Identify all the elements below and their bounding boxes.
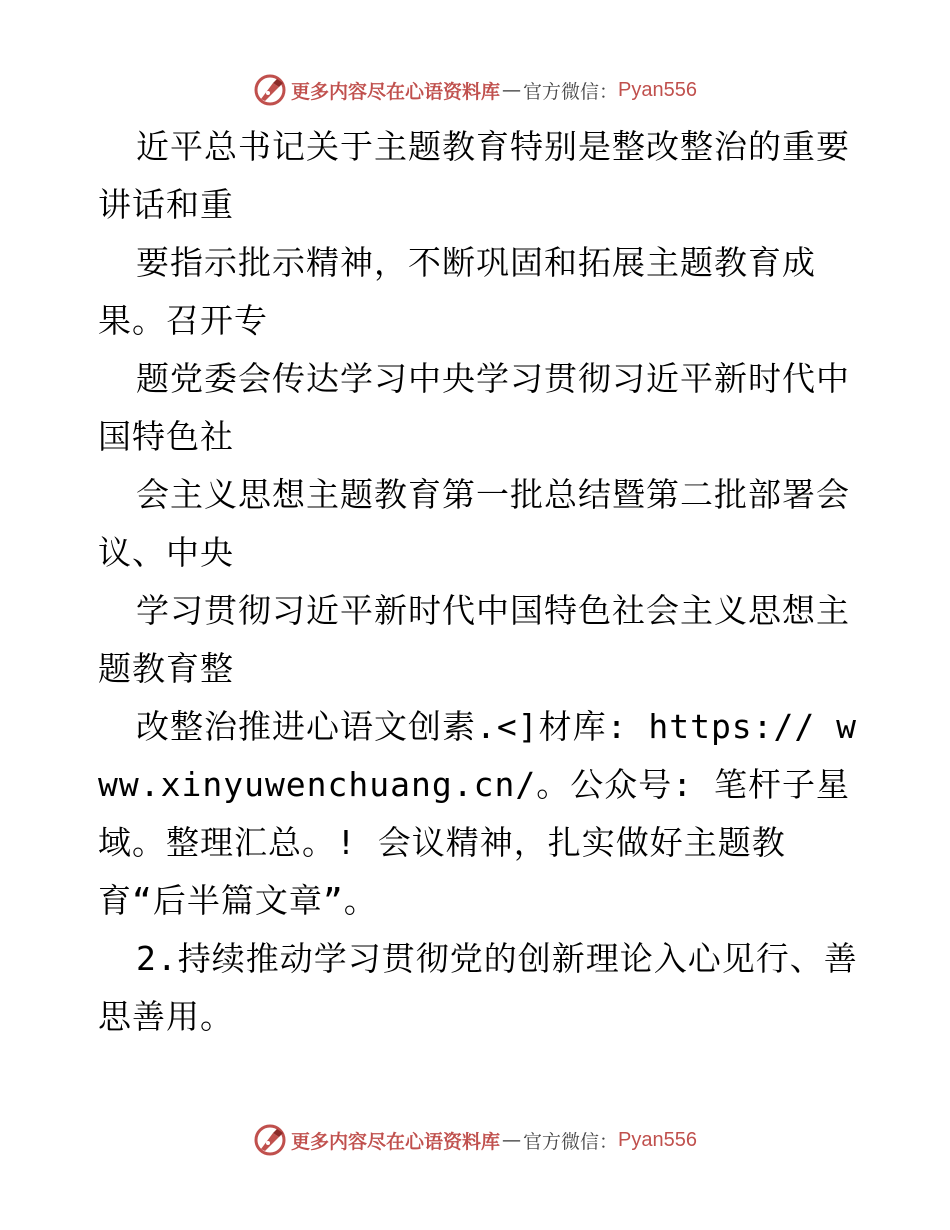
header-banner bbox=[0, 70, 950, 110]
paragraph: 改整治推进心语文创素.<]材库: https:// www.xinyuwenchuang.cn/。公众号: 笔杆子星域。整理汇总。! 会议精神，扎实做好主题教育“后半篇文章”。 bbox=[98, 707, 858, 920]
paragraph: 2.持续推动学习贯彻党的创新理论入心见行、善思善用。 bbox=[98, 939, 858, 1036]
banner-label: 官方微信： bbox=[523, 80, 619, 103]
document-body bbox=[98, 118, 858, 1046]
banner-account: Pyan556 bbox=[618, 1128, 697, 1151]
banner-dash: — bbox=[502, 1129, 522, 1151]
banner-dash: — bbox=[502, 79, 522, 101]
footer-banner bbox=[0, 1120, 950, 1160]
paragraph: 近平总书记关于主题教育特别是整改整治的重要讲话和重 bbox=[98, 127, 850, 224]
banner-label: 官方微信： bbox=[523, 1130, 619, 1153]
pen-nib-logo-icon bbox=[253, 73, 287, 107]
paragraph: 会主义思想主题教育第一批总结暨第二批部署会议、中央 bbox=[98, 475, 850, 572]
paragraph: 题党委会传达学习中央学习贯彻习近平新时代中国特色社 bbox=[98, 359, 850, 456]
paragraph: 学习贯彻习近平新时代中国特色社会主义思想主题教育整 bbox=[98, 591, 850, 688]
paragraph: 要指示批示精神，不断巩固和拓展主题教育成果。召开专 bbox=[98, 243, 816, 340]
pen-nib-logo-icon bbox=[253, 1123, 287, 1157]
banner-title: 更多内容尽在心语资料库 bbox=[291, 80, 501, 103]
banner-account: Pyan556 bbox=[618, 78, 697, 101]
banner-title: 更多内容尽在心语资料库 bbox=[291, 1130, 501, 1153]
